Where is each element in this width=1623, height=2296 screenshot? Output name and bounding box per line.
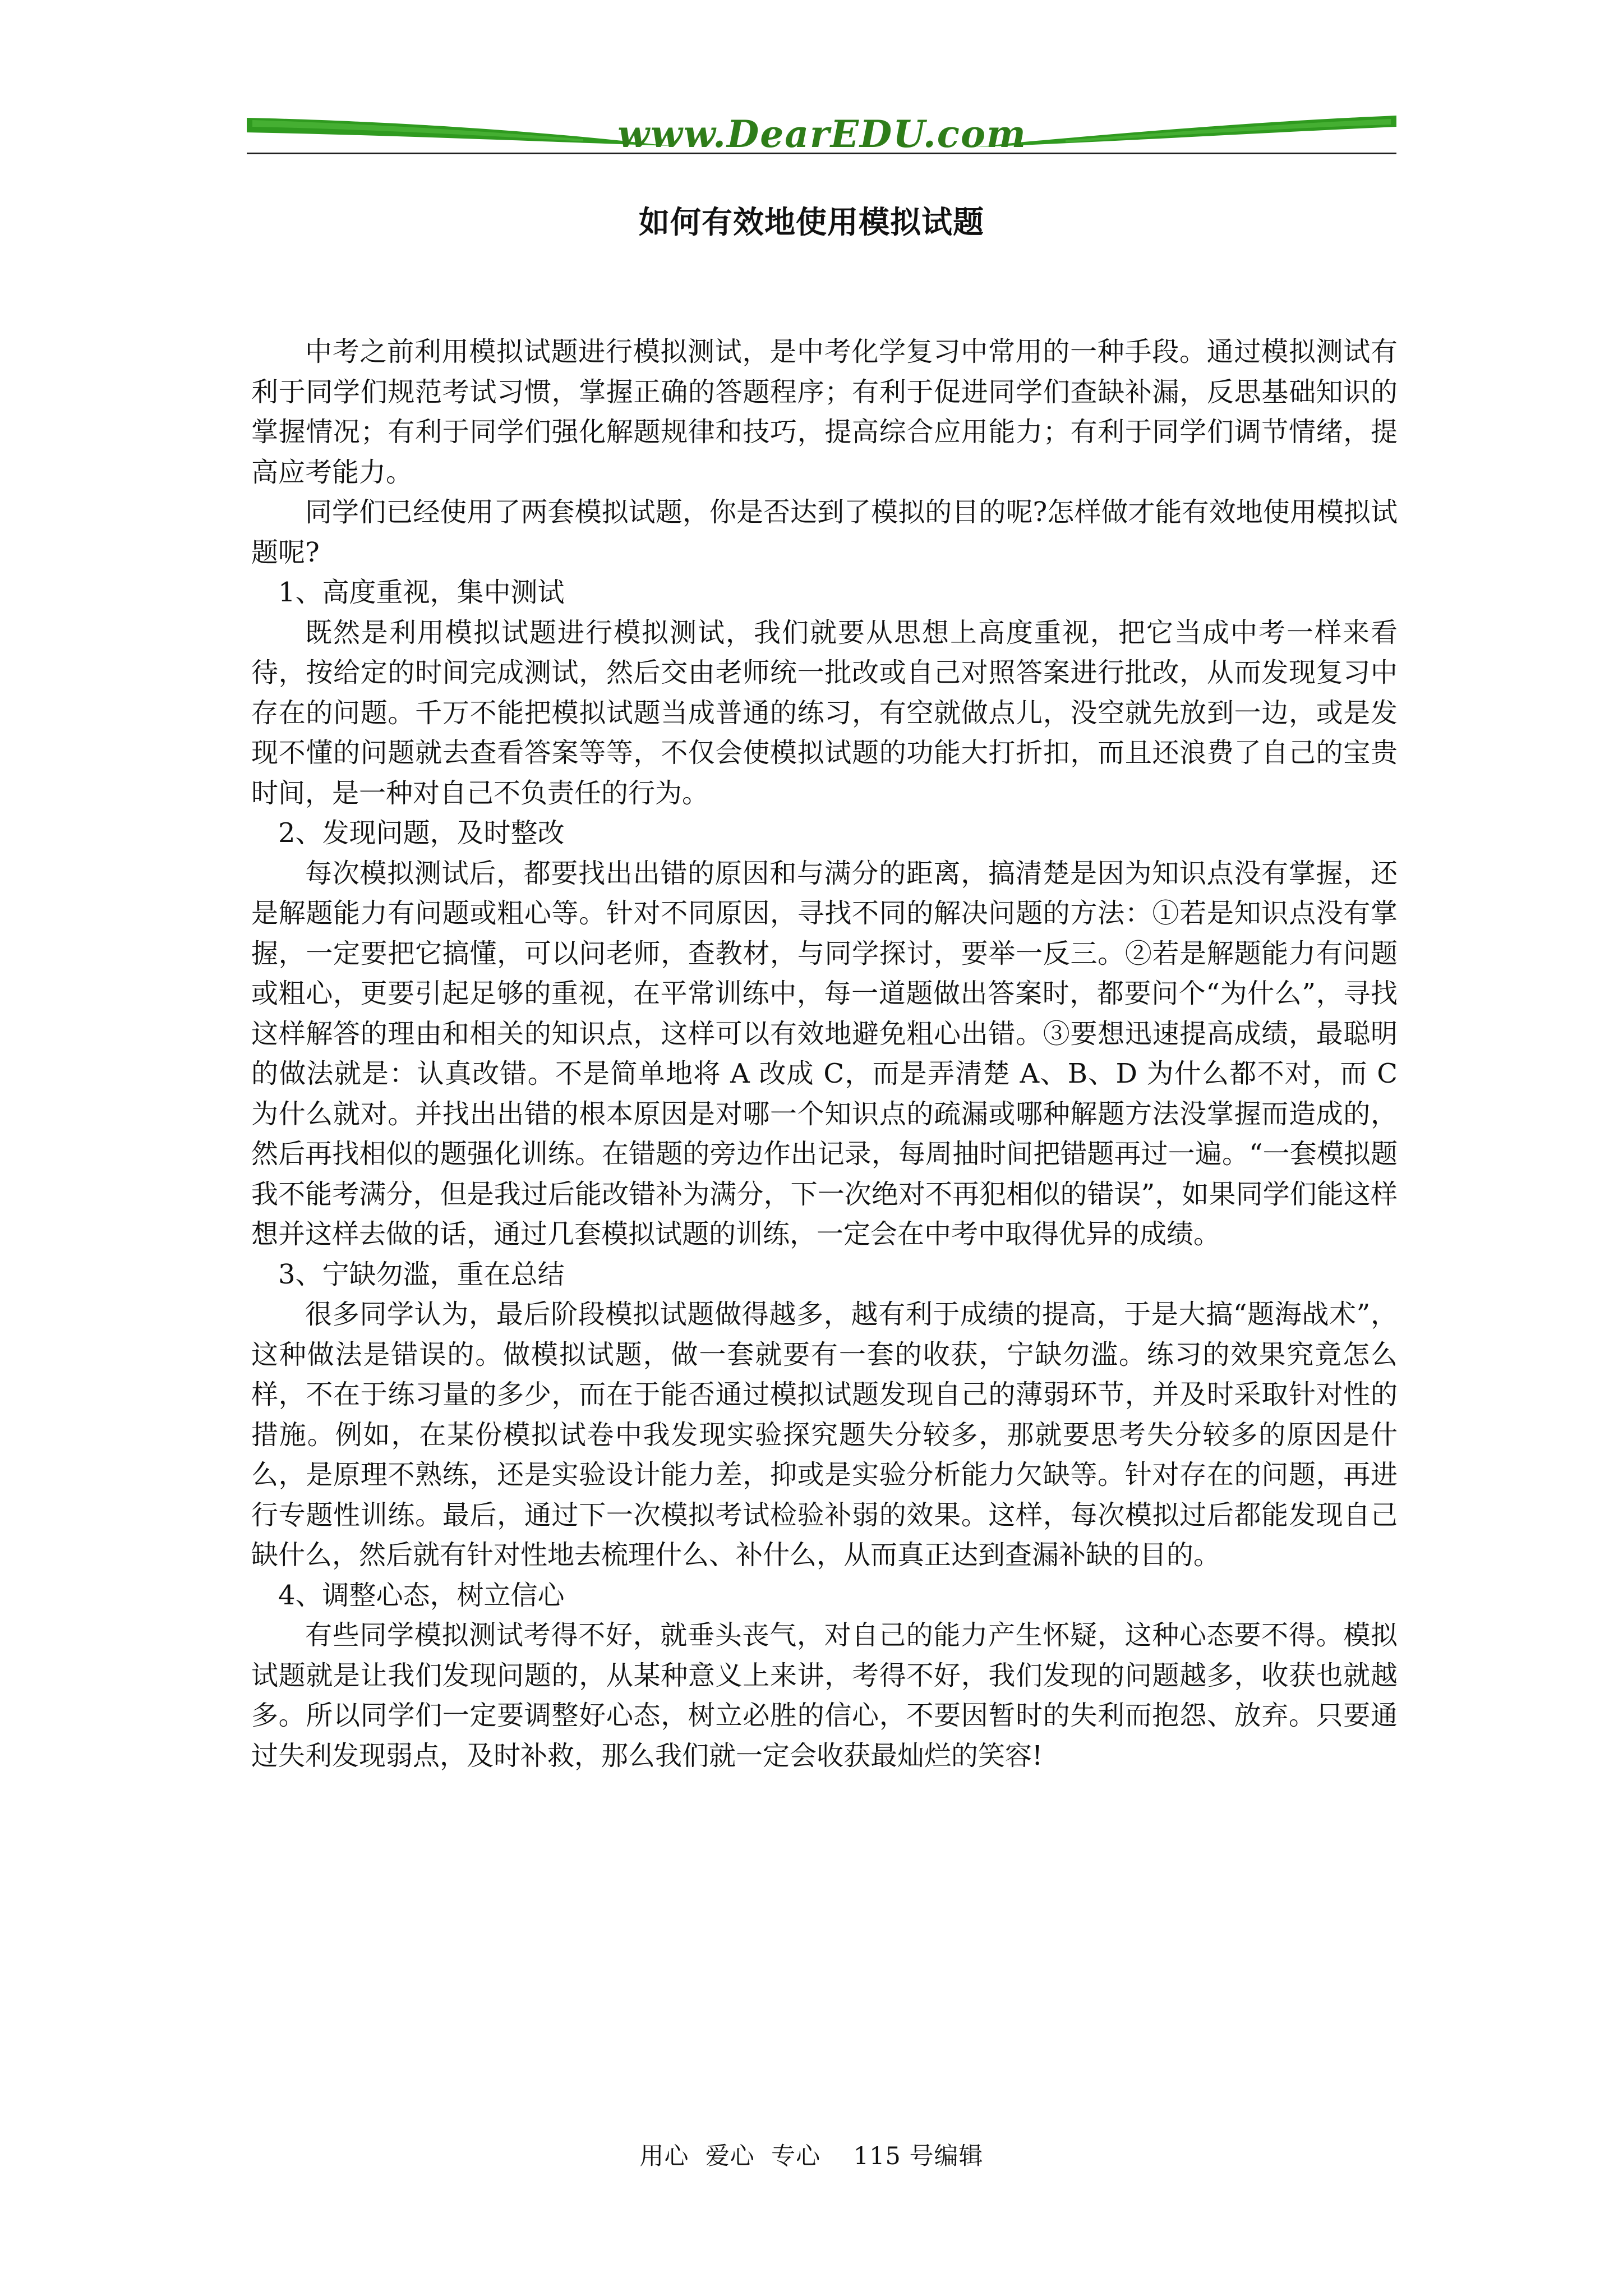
paragraph-section-3: 很多同学认为，最后阶段模拟试题做得越多，越有利于成绩的提高，于是大搞“题海战术”，这种做法是错误的。做模拟试题，做一套就要有一套的收获，宁缺勿滥。练习的效果究竟怎么样，不在于练习量的多少，而在于能否通过模拟试题发现自己的薄弱环节，并及时采取针对性的措施。例如，在某份模拟试卷中我发现实验探究题失分较多，那就要思考失分较多的原因是什么，是原理不熟练，还是实验设计能力差，抑或是实验分析能力欠缺等。针对存在的问题，再进行专题性训练。最后，通过下一次模拟考试检验补弱的效果。这样，每次模拟过后都能发现自己缺什么，然后就有针对性地去梳理什么、补什么，从而真正达到查漏补缺的目的。 bbox=[251, 1299, 1398, 1571]
document-title: 如何有效地使用模拟试题 bbox=[638, 204, 984, 240]
header-divider bbox=[247, 153, 1396, 154]
swoosh-logo-icon bbox=[247, 110, 1396, 166]
logo-text: www.DearEDU.com bbox=[617, 112, 1027, 156]
paragraph-section-2: 每次模拟测试后，都要找出出错的原因和与满分的距离，搞清楚是因为知识点没有掌握，还是解题能力有问题或粗心等。针对不同原因，寻找不同的解决问题的方法：①若是知识点没有掌握，一定要把它搞懂，可以问老师，查教材，与同学探讨，要举一反三。②若是解题能力有问题或粗心，更要引起足够的重视，在平常训练中，每一道题做出答案时，都要问个“为什么”，寻找这样解答的理由和相关的知识点，这样可以有效地避免粗心出错。③要想迅速提高成绩，最聪明的做法就是：认真改错。不是简单地将 A 改成 C，而是弄清楚 A、B、D 为什么都不对，而 C 为什么就对。并找出出错的根本原因是对哪一个知识点的疏漏或哪种解题方法没掌握而造成的，然后再找相似的题强化训练。在错题的旁边作出记录，每周抽时间把错题再过一遍。“一套模拟题我不能考满分，但是我过后能改错补为满分，下一次绝对不再犯相似的错误”，如果同学们能这样想并这样去做的话，通过几套模拟试题的训练，一定会在中考中取得优异的成绩。 bbox=[251, 857, 1398, 1250]
section-heading-3: 3、宁缺勿滥，重在总结 bbox=[278, 1258, 565, 1290]
section-heading-4: 4、调整心态，树立信心 bbox=[278, 1579, 565, 1611]
section-heading-2: 2、发现问题，及时整改 bbox=[278, 817, 565, 849]
paragraph-section-4: 有些同学模拟测试考得不好，就垂头丧气，对自己的能力产生怀疑，这种心态要不得。模拟试题就是让我们发现问题的，从某种意义上来讲，考得不好，我们发现的问题越多，收获也就越多。所以同学们一定要调整好心态，树立必胜的信心，不要因暂时的失利而抱怨、放弃。只要通过失利发现弱点，及时补救，那么我们就一定会收获最灿烂的笑容! bbox=[251, 1619, 1398, 1772]
site-header-banner bbox=[247, 110, 1396, 166]
document-body bbox=[251, 332, 1398, 1776]
section-heading-1: 1、高度重视，集中测试 bbox=[278, 577, 565, 608]
paragraph-question: 同学们已经使用了两套模拟试题，你是否达到了模拟的目的呢?怎样做才能有效地使用模拟试题呢? bbox=[251, 496, 1398, 568]
paragraph-intro: 中考之前利用模拟试题进行模拟测试，是中考化学复习中常用的一种手段。通过模拟测试有利于同学们规范考试习惯，掌握正确的答题程序；有利于促进同学们查缺补漏，反思基础知识的掌握情况；有利于同学们强化解题规律和技巧，提高综合应用能力；有利于同学们调节情绪，提高应考能力。 bbox=[251, 336, 1398, 488]
paragraph-section-1: 既然是利用模拟试题进行模拟测试，我们就要从思想上高度重视，把它当成中考一样来看待，按给定的时间完成测试，然后交由老师统一批改或自己对照答案进行批改，从而发现复习中存在的问题。千万不能把模拟试题当成普通的练习，有空就做点儿，没空就先放到一边，或是发现不懂的问题就去查看答案等等，不仅会使模拟试题的功能大打折扣，而且还浪费了自己的宝贵时间，是一种对自己不负责任的行为。 bbox=[251, 616, 1398, 809]
page-footer: 用心 爱心 专心 115 号编辑 bbox=[639, 2142, 984, 2170]
